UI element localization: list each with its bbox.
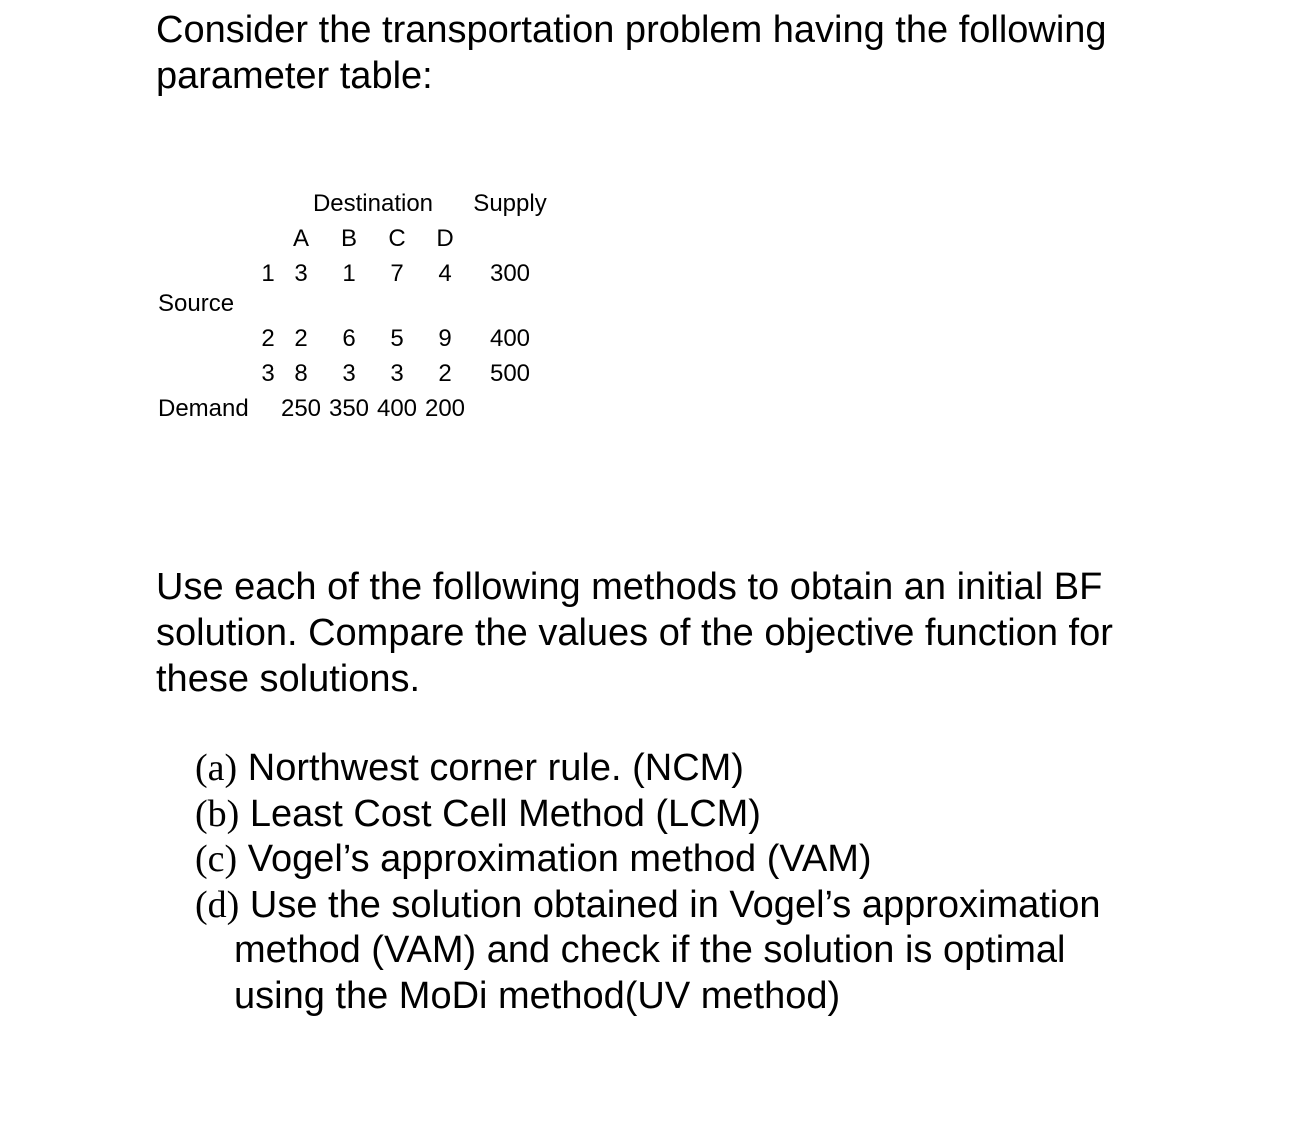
method-item: [195, 837, 1195, 883]
method-marker: (d): [195, 883, 240, 926]
column-header: C: [388, 225, 406, 252]
cost-cell: 3: [342, 360, 356, 387]
method-item: [195, 746, 1195, 792]
supply-header: Supply: [473, 190, 547, 217]
source-number: 1: [261, 260, 275, 287]
column-header: A: [292, 225, 310, 252]
cost-cell: 2: [438, 360, 452, 387]
demand-cell: 200: [424, 395, 466, 422]
cost-cell: 7: [390, 260, 404, 287]
cost-cell: 8: [294, 360, 308, 387]
column-header: B: [340, 225, 358, 252]
method-marker: (b): [195, 792, 240, 835]
cost-cell: 3: [294, 260, 308, 287]
method-marker: (a): [195, 747, 238, 789]
column-header: D: [436, 225, 454, 252]
source-label: Source: [158, 290, 235, 317]
method-text-continued: using the MoDi method(UV method): [234, 974, 841, 1017]
demand-cell: 250: [280, 395, 322, 422]
cost-cell: 9: [438, 325, 452, 352]
source-number: 3: [261, 360, 275, 387]
supply-cell: 400: [489, 325, 531, 352]
supply-cell: 300: [489, 260, 531, 287]
instruction-text: Use each of the following methods to obtain an initial BF solution. Compare the values of the objective function for these solutions.: [156, 566, 1113, 700]
method-text: Northwest corner rule. (NCM): [247, 747, 744, 789]
method-item: [195, 883, 1195, 1020]
destination-header: Destination: [312, 190, 434, 217]
cost-cell: 5: [390, 325, 404, 352]
source-number: 2: [261, 325, 275, 352]
cost-cell: 6: [342, 325, 356, 352]
method-text: Vogel’s approximation method (VAM): [247, 838, 872, 880]
supply-cell: 500: [489, 360, 531, 387]
cost-cell: 3: [390, 360, 404, 387]
cost-cell: 1: [342, 260, 356, 287]
method-text-continued: method (VAM) and check if the solution is optimal: [234, 929, 1066, 971]
cost-cell: 4: [438, 260, 452, 287]
cost-cell: 2: [294, 325, 308, 352]
demand-cell: 350: [328, 395, 370, 422]
problem-intro: Consider the transportation problem having the following parameter table:: [156, 9, 1107, 97]
methods-list: [195, 746, 1195, 1019]
method-text: Use the solution obtained in Vogel’s approximation: [249, 883, 1101, 926]
method-text: Least Cost Cell Method (LCM): [249, 792, 761, 835]
method-marker: (c): [195, 838, 238, 880]
method-item: [195, 792, 1195, 838]
demand-cell: 400: [376, 395, 418, 422]
demand-label: Demand: [158, 395, 249, 422]
